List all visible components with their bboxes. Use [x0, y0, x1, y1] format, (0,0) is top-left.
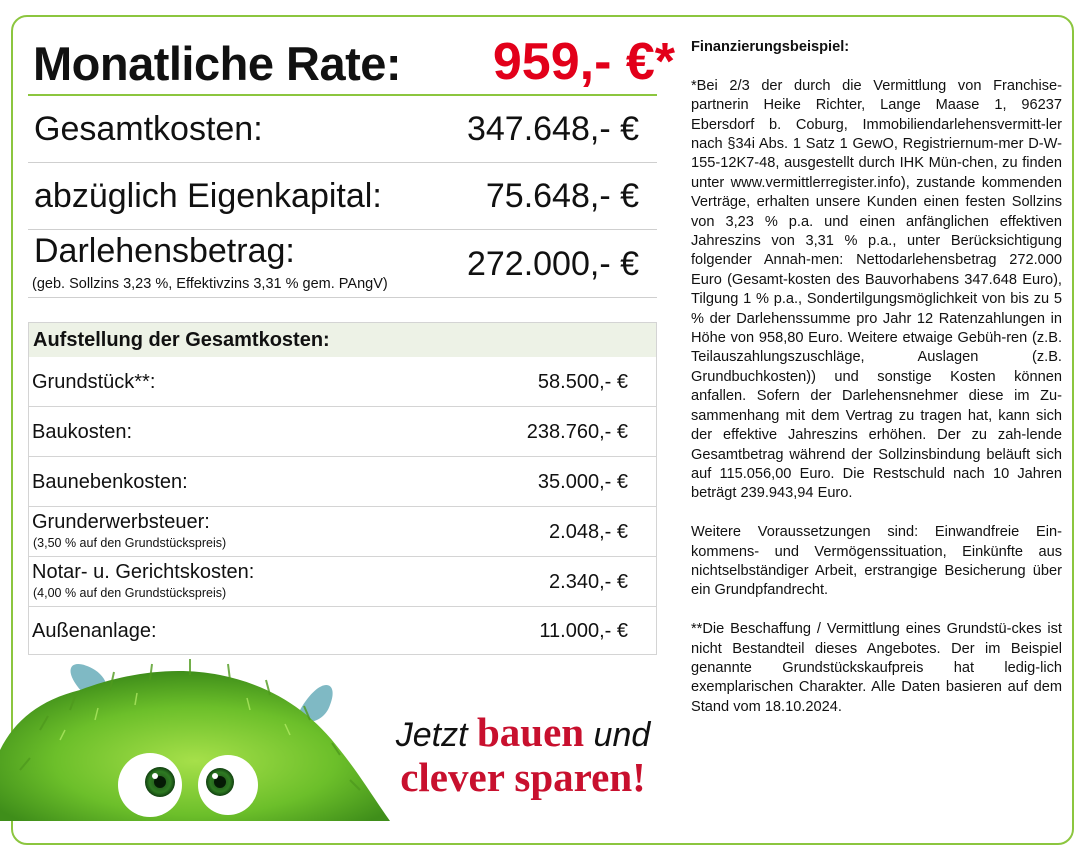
row-value: 2.048,- €: [549, 521, 628, 543]
cost-breakdown-header: [29, 323, 656, 357]
total-cost-value: 347.648,- €: [466, 110, 639, 148]
table-row: [29, 607, 656, 655]
slogan-line-1: [378, 709, 668, 755]
row-label: Baunebenkosten:: [32, 471, 188, 493]
loan-label: Darlehensbetrag:: [34, 232, 295, 270]
row-label: Grundstück**:: [32, 371, 156, 393]
row-value: 58.500,- €: [537, 371, 628, 393]
total-cost-label: Gesamtkosten:: [34, 110, 263, 148]
mascot-monster-icon: [0, 650, 390, 821]
row-label: Außenanlage:: [32, 620, 157, 642]
slogan-jetzt: Jetzt: [395, 716, 468, 754]
equity-value: 75.648,- €: [485, 177, 639, 215]
row-note: (3,50 % auf den Grundstückspreis): [33, 536, 227, 550]
financing-example: [691, 38, 1062, 737]
slogan-line-2: clever sparen!: [400, 754, 646, 800]
equity-row: [28, 163, 657, 230]
monthly-rate-value: 959,- €*: [492, 33, 675, 91]
financing-paragraph-1: *Bei 2/3 der durch die Vermittlung von Franchise-partnerin Heike Richter, Lange Maase 1, 96237 Ebersdorf b. Coburg, Immobiliendarlehensvermitt-ler nach §34i Abs. 1 Satz 1 GewO, Registriernum-mer D-W-155-12K7-48, ausgestellt durch IHK Mün-chen, zu finden unter www.vermittlerregister.info), zustande kommenden Verträge, erhalten unsere Kunden einen festen Sollzins von 3,23 % p.a. und einen anfänglichen effektiven Jahreszins von 3,31 % p.a., unter Berücksichtigung folgender Annah-men: Nettodarlehensbetrag 272.000 Euro (Gesamt-kosten des Bauvorhabens 347.648 Euro), Tilgung 1 % p.a., Sondertilgungsmöglichkeit von bis zu 5 % der Darlehenssumme pro Jahr 12 Ratenzahlungen in Höhe von 958,80 Euro. Weitere etwaige Gebüh-ren (z.B. Teilauszahlungszuschläge, Auslagen (z.B. Grundbuchkosten)) und sonstige Kosten können anfallen. Sofern der Darlehensnehmer diese im Zu-sammenhang mit dem Vertrag zu tragen hat, kann sich der effektive Jahreszins erhöhen. Der zu zah-lende Gesamtbetrag während der Sollzinsbindung beläuft sich auf 115.056,00 Euro. Die Restschuld nach 10 Jahren beträgt 239.943,94 Euro.: [691, 77, 1062, 502]
equity-label: abzüglich Eigenkapital:: [34, 177, 382, 215]
cost-breakdown-table: [28, 322, 657, 655]
total-cost-row: [28, 96, 657, 163]
slogan-bauen: bauen: [476, 709, 585, 755]
monthly-rate-row: [33, 32, 675, 94]
table-row: [29, 507, 656, 557]
slogan: [378, 709, 668, 800]
table-row: [29, 407, 656, 457]
loan-note: (geb. Sollzins 3,23 %, Effektivzins 3,31 % gem. PAngV): [32, 276, 388, 292]
row-label: Grunderwerbsteuer:: [32, 511, 210, 533]
slogan-und: und: [593, 716, 651, 754]
financing-paragraph-3: **Die Beschaffung / Vermittlung eines Grundstü-ckes ist nicht Bestandteil dieses Angebotes. Der im Beispiel genannte Grundstückskaufpreis hat ledig-lich exemplarischen Charakter. Alle Daten basieren auf dem Stand vom 18.10.2024.: [691, 621, 1062, 715]
row-value: 11.000,- €: [539, 620, 628, 642]
row-value: 2.340,- €: [549, 571, 628, 593]
row-value: 35.000,- €: [537, 471, 628, 493]
table-row: [29, 457, 656, 507]
loan-value: 272.000,- €: [466, 245, 639, 283]
financing-title: Finanzierungsbeispiel:: [691, 39, 850, 55]
table-row: [29, 557, 656, 607]
table-row: [29, 357, 656, 407]
row-label: Baukosten:: [32, 421, 133, 443]
row-label: Notar- u. Gerichtskosten:: [32, 561, 255, 583]
row-value: 238.760,- €: [526, 421, 628, 443]
financing-paragraph-2: Weitere Voraussetzungen sind: Einwandfreie Ein-kommens- und Vermögenssituation, Einkünfte aus nichtselbständiger Arbeit, erstrangige Besicherung über ein Grundpfandrecht.: [691, 524, 1062, 599]
monthly-rate-label: Monatliche Rate:: [33, 37, 402, 90]
cost-breakdown-title: Aufstellung der Gesamtkosten:: [33, 329, 330, 351]
row-note: (4,00 % auf den Grundstückspreis): [33, 586, 227, 600]
loan-row: [28, 230, 657, 298]
